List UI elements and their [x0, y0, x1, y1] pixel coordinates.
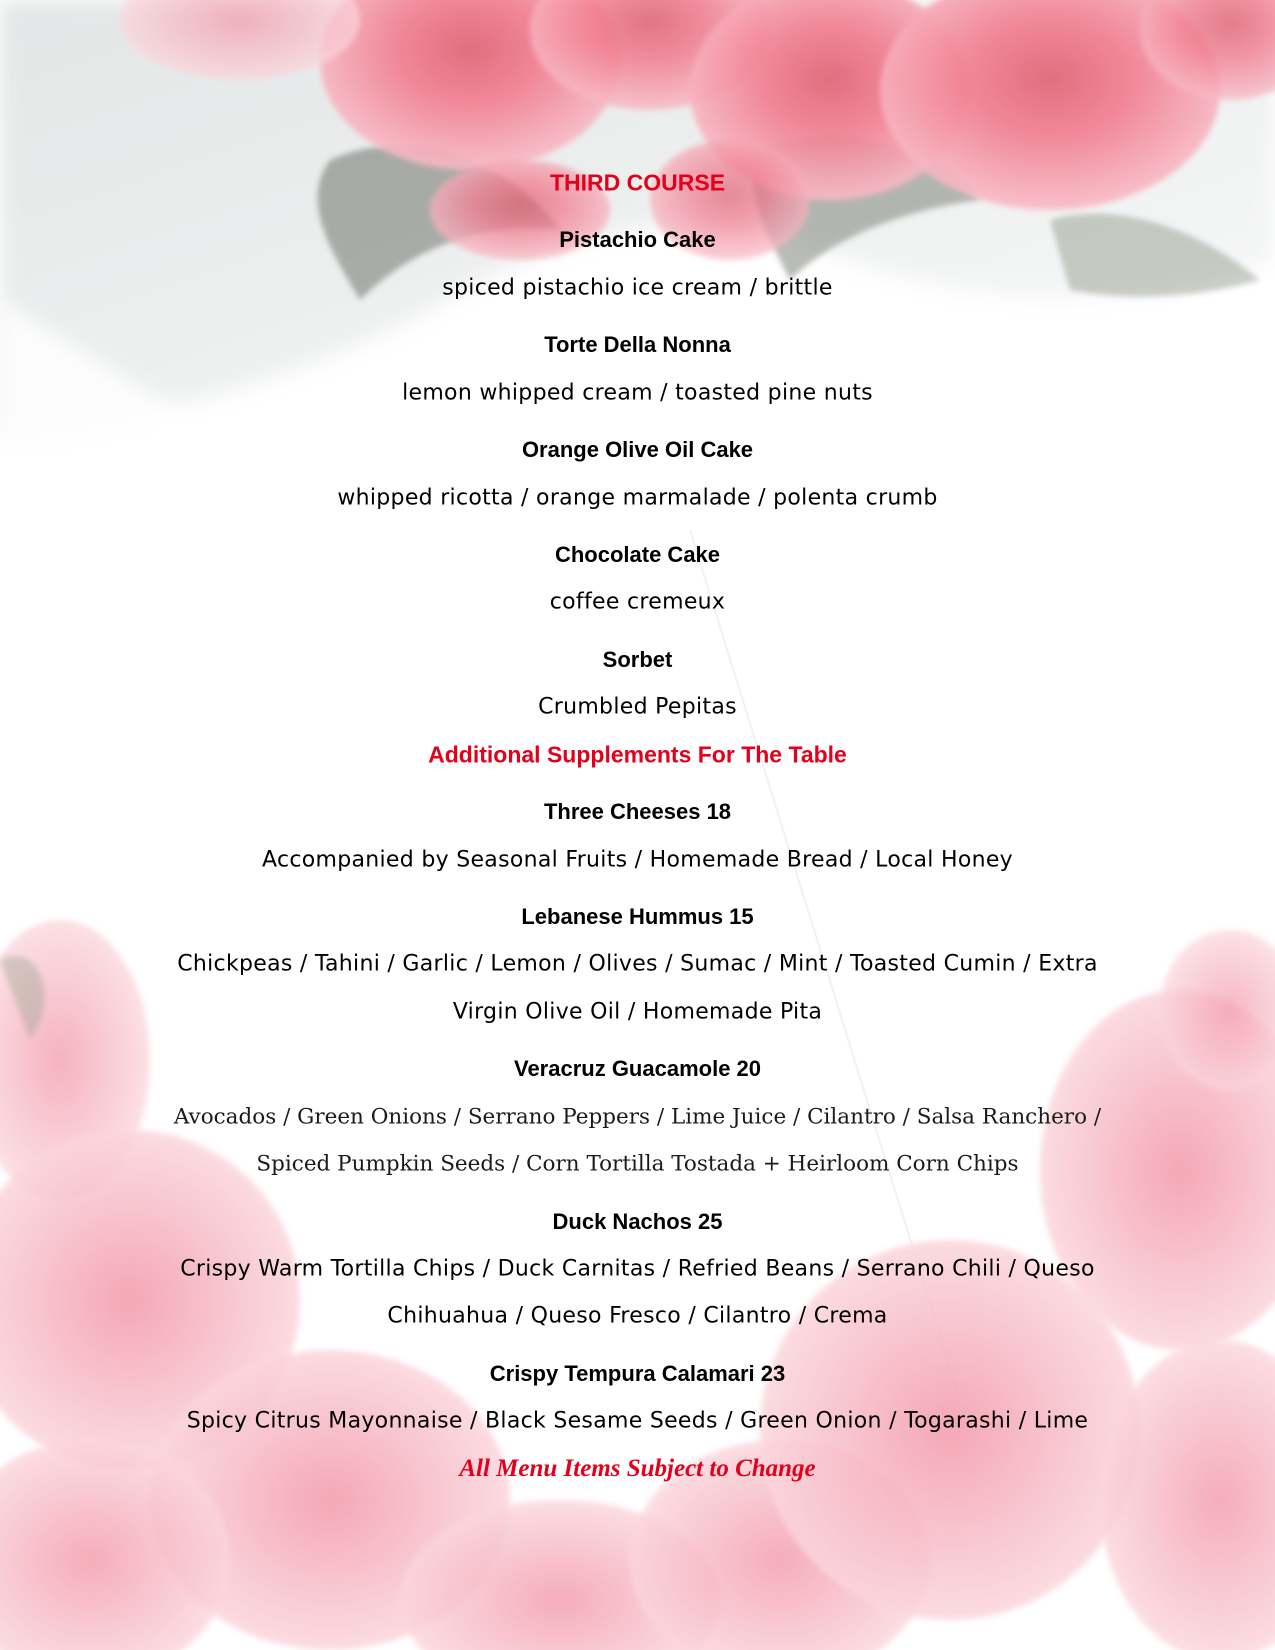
menu-item-name: Veracruz Guacamole 20	[513, 1056, 762, 1081]
menu-item-name: Pistachio Cake	[559, 227, 716, 252]
menu-item-name: Crispy Tempura Calamari 23	[489, 1361, 786, 1386]
menu-item-description: Virgin Olive Oil / Homemade Pita	[452, 999, 823, 1025]
menu-item-name: Duck Nachos 25	[552, 1209, 723, 1234]
menu-change-notice: All Menu Items Subject to Change	[459, 1455, 816, 1482]
menu-item-name: Sorbet	[602, 647, 673, 672]
menu-item-description: Avocados / Green Onions / Serrano Peppers / Lime Juice / Cilantro / Salsa Ranchero /	[173, 1104, 1102, 1130]
supplements-heading: Additional Supplements For The Table	[428, 741, 847, 768]
menu-item-description: Accompanied by Seasonal Fruits / Homemade Bread / Local Honey	[261, 847, 1013, 873]
menu-item-description: coffee cremeux	[549, 589, 726, 615]
menu-item-description: Crispy Warm Tortilla Chips / Duck Carnitas / Refried Beans / Serrano Chili / Queso	[180, 1256, 1095, 1282]
menu-item-name: Lebanese Hummus 15	[521, 904, 754, 929]
menu-item-description: Crumbled Pepitas	[538, 694, 737, 720]
menu-item-description: Spicy Citrus Mayonnaise / Black Sesame Seeds / Green Onion / Togarashi / Lime	[186, 1408, 1089, 1434]
menu-item-name: Orange Olive Oil Cake	[521, 437, 754, 462]
menu-item-description: spiced pistachio ice cream / brittle	[442, 275, 833, 301]
menu-item-description: whipped ricotta / orange marmalade / polenta crumb	[337, 485, 938, 511]
menu-item-name: Chocolate Cake	[554, 542, 721, 567]
menu-item-description: Chihuahua / Queso Fresco / Cilantro / Crema	[387, 1303, 888, 1329]
third-course-heading: THIRD COURSE	[549, 169, 726, 196]
menu-item-description: Spiced Pumpkin Seeds / Corn Tortilla Tostada + Heirloom Corn Chips	[256, 1151, 1019, 1177]
menu-item-description: lemon whipped cream / toasted pine nuts	[402, 380, 873, 406]
menu-item-name: Three Cheeses 18	[543, 799, 732, 824]
menu-item-name: Torte Della Nonna	[544, 332, 731, 357]
menu-item-description: Chickpeas / Tahini / Garlic / Lemon / Olives / Sumac / Mint / Toasted Cumin / Extra	[177, 951, 1098, 977]
